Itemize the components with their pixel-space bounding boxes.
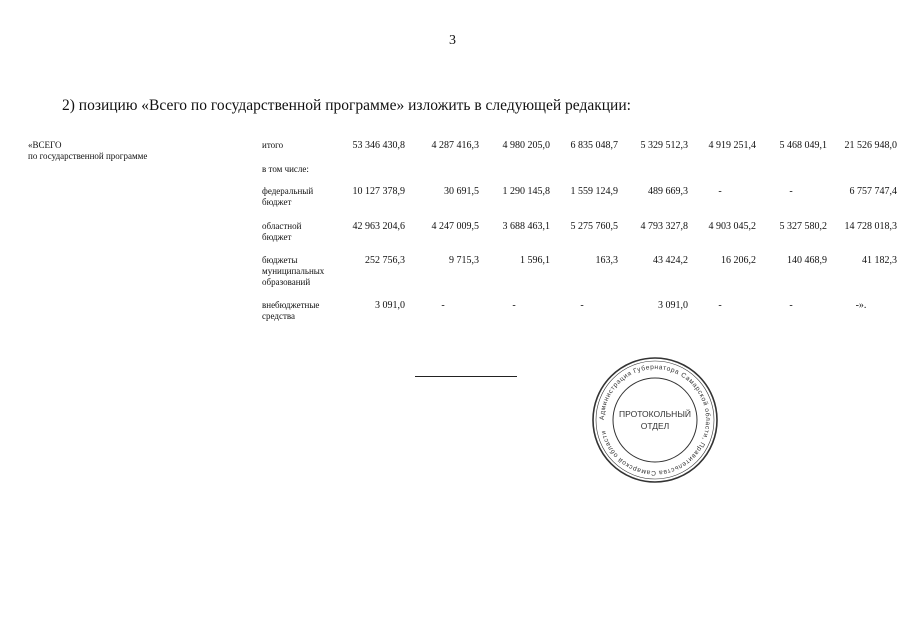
stamp-ring-text: Администрация Губернатора Самарской области, Правительства Самарской области [598,363,712,477]
table-cell: - [512,300,516,311]
row-label-line: внебюджетные [262,300,320,310]
table-cell: 10 127 378,9 [352,186,405,197]
protocol-department-stamp [590,355,720,485]
table-cell: 16 206,2 [721,255,756,266]
svg-text:Администрация Губернатора Сама [599,364,712,476]
table-cell: 43 424,2 [653,255,688,266]
table-cell: 4 980 205,0 [502,140,550,151]
table-cell: 1 559 124,9 [570,186,618,197]
row-label-line: областной [262,221,302,231]
stamp-center-line-2: ОТДЕЛ [640,421,670,431]
table-cell: - [718,300,722,311]
table-cell: 9 715,3 [449,255,479,266]
row-label-line: бюджеты [262,255,298,265]
table-cell: 3 091,0 [375,300,405,311]
table-cell: 6 835 048,7 [570,140,618,151]
table-cell: 42 963 204,6 [352,221,405,232]
table-cell: - [789,300,793,311]
table-cell: 1 596,1 [520,255,550,266]
table-cell: 4 287 416,3 [431,140,479,151]
table-cell: - [441,300,445,311]
table-cell: 3 091,0 [658,300,688,311]
table-cell: 5 327 580,2 [779,221,827,232]
signature-line [415,376,517,377]
table-cell: 6 757 747,4 [849,186,897,197]
table-cell: 252 756,3 [365,255,405,266]
table-cell: 1 290 145,8 [502,186,550,197]
row-label [262,164,352,175]
table-cell: 163,3 [595,255,618,266]
table-cell: 5 468 049,1 [779,140,827,151]
table-cell: -». [855,300,867,311]
table-cell: 4 919 251,4 [708,140,756,151]
row-label-line: в том числе: [262,164,309,174]
row-label-line: муниципальных [262,266,325,276]
lead-label [28,140,147,162]
table-cell: 4 793 327,8 [640,221,688,232]
row-label-line: средства [262,311,296,321]
row-label-line: бюджет [262,197,292,207]
row-label-line: итого [262,140,284,150]
table-cell: 53 346 430,8 [352,140,405,151]
stamp-center-line-1: ПРОТОКОЛЬНЫЙ [619,409,691,419]
table-cell: 5 329 512,3 [640,140,688,151]
lead-label-line-1: «ВСЕГО [28,140,62,150]
table-cell: 21 526 948,0 [844,140,897,151]
row-label-line: федеральный [262,186,314,196]
table-cell: - [718,186,722,197]
table-cell: 4 903 045,2 [708,221,756,232]
page-number: 3 [449,33,456,48]
table-cell: - [580,300,584,311]
table-cell: 4 247 009,5 [431,221,479,232]
table-cell: 489 669,3 [648,186,688,197]
table-cell: 41 182,3 [862,255,897,266]
instruction-paragraph: 2) позицию «Всего по государственной программе» изложить в следующей редакции: [62,97,631,114]
table-cell: - [789,186,793,197]
row-label-line: бюджет [262,232,292,242]
table-cell: 30 691,5 [444,186,479,197]
row-label-line: образований [262,277,311,287]
table-cell: 140 468,9 [787,255,827,266]
table-cell: 3 688 463,1 [502,221,550,232]
lead-label-line-2: по государственной программе [28,151,148,161]
table-cell: 5 275 760,5 [570,221,618,232]
table-cell: 14 728 018,3 [844,221,897,232]
